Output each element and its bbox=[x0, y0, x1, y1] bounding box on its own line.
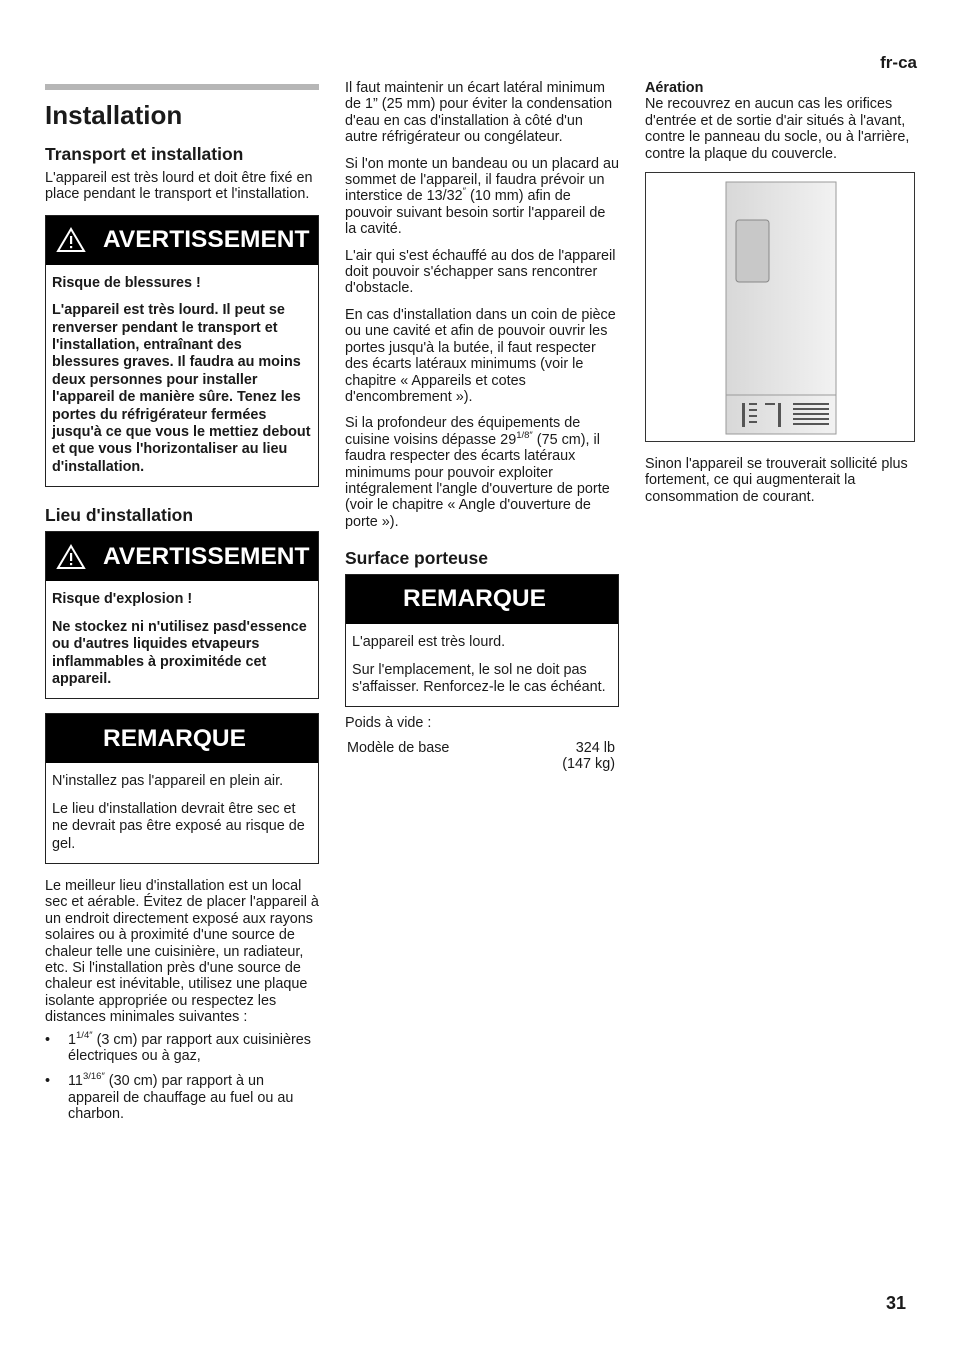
warning-triangle-icon bbox=[56, 227, 86, 253]
remark-text-1: N'installez pas l'appareil en plein air. bbox=[52, 773, 284, 790]
language-code: fr-ca bbox=[880, 53, 917, 72]
warning-box-injury bbox=[45, 215, 319, 487]
remark-header bbox=[346, 575, 618, 624]
transport-heading: Transport et installation bbox=[45, 144, 244, 164]
list-item: • $1^{1/4''}$ (3 cm) par rapport aux cuisinières électriques ou à gaz, bbox=[45, 1032, 319, 1065]
remark-body bbox=[46, 763, 318, 863]
aeration-text: Ne recouvrez en aucun cas les orifices d'entrée et de sortie d'air situés à l'avant, contre le panneau du socle, ou à l'arrière, contre la plaque du couvercle. bbox=[645, 96, 910, 162]
column-right bbox=[645, 80, 917, 515]
lieu-heading: Lieu d'installation bbox=[45, 505, 194, 526]
corner-install-text: En cas d'installation dans un coin de pièce ou une cavité et afin de pouvoir ouvrir les portes jusqu'à la butée, il faut respecter des écarts latéraux minimums (voir le chapitre « Appareils et cotes d'encombrement »). bbox=[345, 306, 616, 405]
warning-header bbox=[46, 532, 318, 581]
refrigerator-image bbox=[646, 173, 914, 441]
warning-subtitle: Risque d'explosion ! bbox=[52, 591, 193, 608]
warning-title: AVERTISSEMENT bbox=[103, 226, 310, 254]
page-title: Installation bbox=[45, 100, 183, 130]
warning-body bbox=[46, 581, 318, 698]
surface-heading: Surface porteuse bbox=[345, 548, 488, 569]
cabinet-depth-text: Si la profondeur des équipements de cuisine voisins dépasse $29^{1/8''}$ (75 cm), il faudra respecter des écarts latéraux minimums pour pouvoir exploiter intégralement l'angle d'ouverture de porte (voir le chapitre « Angle d'ouverture de porte »). bbox=[345, 415, 610, 530]
distance-list bbox=[45, 1029, 319, 1123]
warning-triangle-icon bbox=[56, 544, 86, 570]
cabinet-gap-text: Si l'on monte un bandeau ou un placard au sommet de l'appareil, il faudra prévoir un interstice de 13/32″ (10 mm) afin de pouvoir suivant besoin sortir l'appareil de la cavité. bbox=[345, 155, 619, 238]
remark-text-2: Le lieu d'installation devrait être sec et ne devrait pas être exposé au risque de gel. bbox=[52, 800, 305, 852]
warning-text: Ne stockez ni n'utilisez pasd'essence ou d'autres liquides etvapeurs inflammables à proximitéde cet appareil. bbox=[52, 618, 307, 687]
remark-box-location bbox=[45, 713, 319, 864]
list-item: • $11^{3/16''}$ (30 cm) par rapport à un appareil de chauffage au fuel ou au charbon. bbox=[45, 1073, 319, 1122]
page-number: 31 bbox=[885, 1293, 906, 1313]
column-middle bbox=[345, 80, 619, 773]
warning-subtitle: Risque de blessures ! bbox=[52, 274, 201, 291]
air-escape-text: L'air qui s'est échauffé au dos de l'appareil doit pouvoir s'échapper sans rencontrer d'obstacle. bbox=[345, 247, 616, 297]
remark-box-floor bbox=[345, 574, 619, 707]
remark-header bbox=[46, 714, 318, 763]
clearance-text: Il faut maintenir un écart latéral minimum de 1” (25 mm) pour éviter la condensation d'eau en cas d'installation à côté d'un autre réfrigérateur ou congélateur. bbox=[345, 80, 613, 146]
section-rule bbox=[45, 84, 319, 90]
warning-text: L'appareil est très lourd. Il peut se renverser pendant le transport et l'installation, entraînant des blessures graves. Il faudra au moins deux personnes pour installer l'appareil de manière sûre. Tenez les portes du réfrigérateur fermées jusqu'à ce que vous le mettiez debout et que vous l'horizontaliser au lieu d'installation. bbox=[52, 302, 311, 475]
weight-value: 324 lb (147 kg) bbox=[562, 739, 615, 773]
remark-text-1: L'appareil est très lourd. bbox=[352, 634, 506, 651]
warning-header bbox=[46, 216, 318, 265]
remark-title: REMARQUE bbox=[403, 585, 546, 613]
refrigerator-illustration bbox=[645, 172, 915, 442]
remark-title: REMARQUE bbox=[103, 724, 246, 752]
weight-model: Modèle de base bbox=[347, 739, 450, 756]
weight-table-row bbox=[345, 740, 619, 773]
remark-body bbox=[346, 624, 618, 706]
remark-text-2: Sur l'emplacement, le sol ne doit pas s'affaisser. Renforcez-le le cas échéant. bbox=[352, 661, 606, 695]
column-left bbox=[45, 80, 319, 1132]
transport-text: L'appareil est très lourd et doit être fixé en place pendant le transport et l'installation. bbox=[45, 170, 313, 203]
warning-body bbox=[46, 265, 318, 486]
location-body-text: Le meilleur lieu d'installation est un local sec et aérable. Évitez de placer l'appareil à un endroit directement exposé aux rayons solaires ou à proximité d'une source de chaleur telle une cuisinière, un radiateur, etc. Si l'installation près d'une source de chaleur est inévitable, utilisez une plaque isolante appropriée ou respectez les distances minimales suivantes : bbox=[45, 877, 319, 1026]
warning-title: AVERTISSEMENT bbox=[103, 542, 310, 570]
consumption-text: Sinon l'appareil se trouverait sollicité plus fortement, ce qui augmenterait la consommation de courant. bbox=[645, 456, 908, 505]
aeration-heading: Aération bbox=[645, 80, 704, 96]
warning-box-explosion bbox=[45, 531, 319, 699]
empty-weight-label: Poids à vide : bbox=[345, 715, 432, 732]
